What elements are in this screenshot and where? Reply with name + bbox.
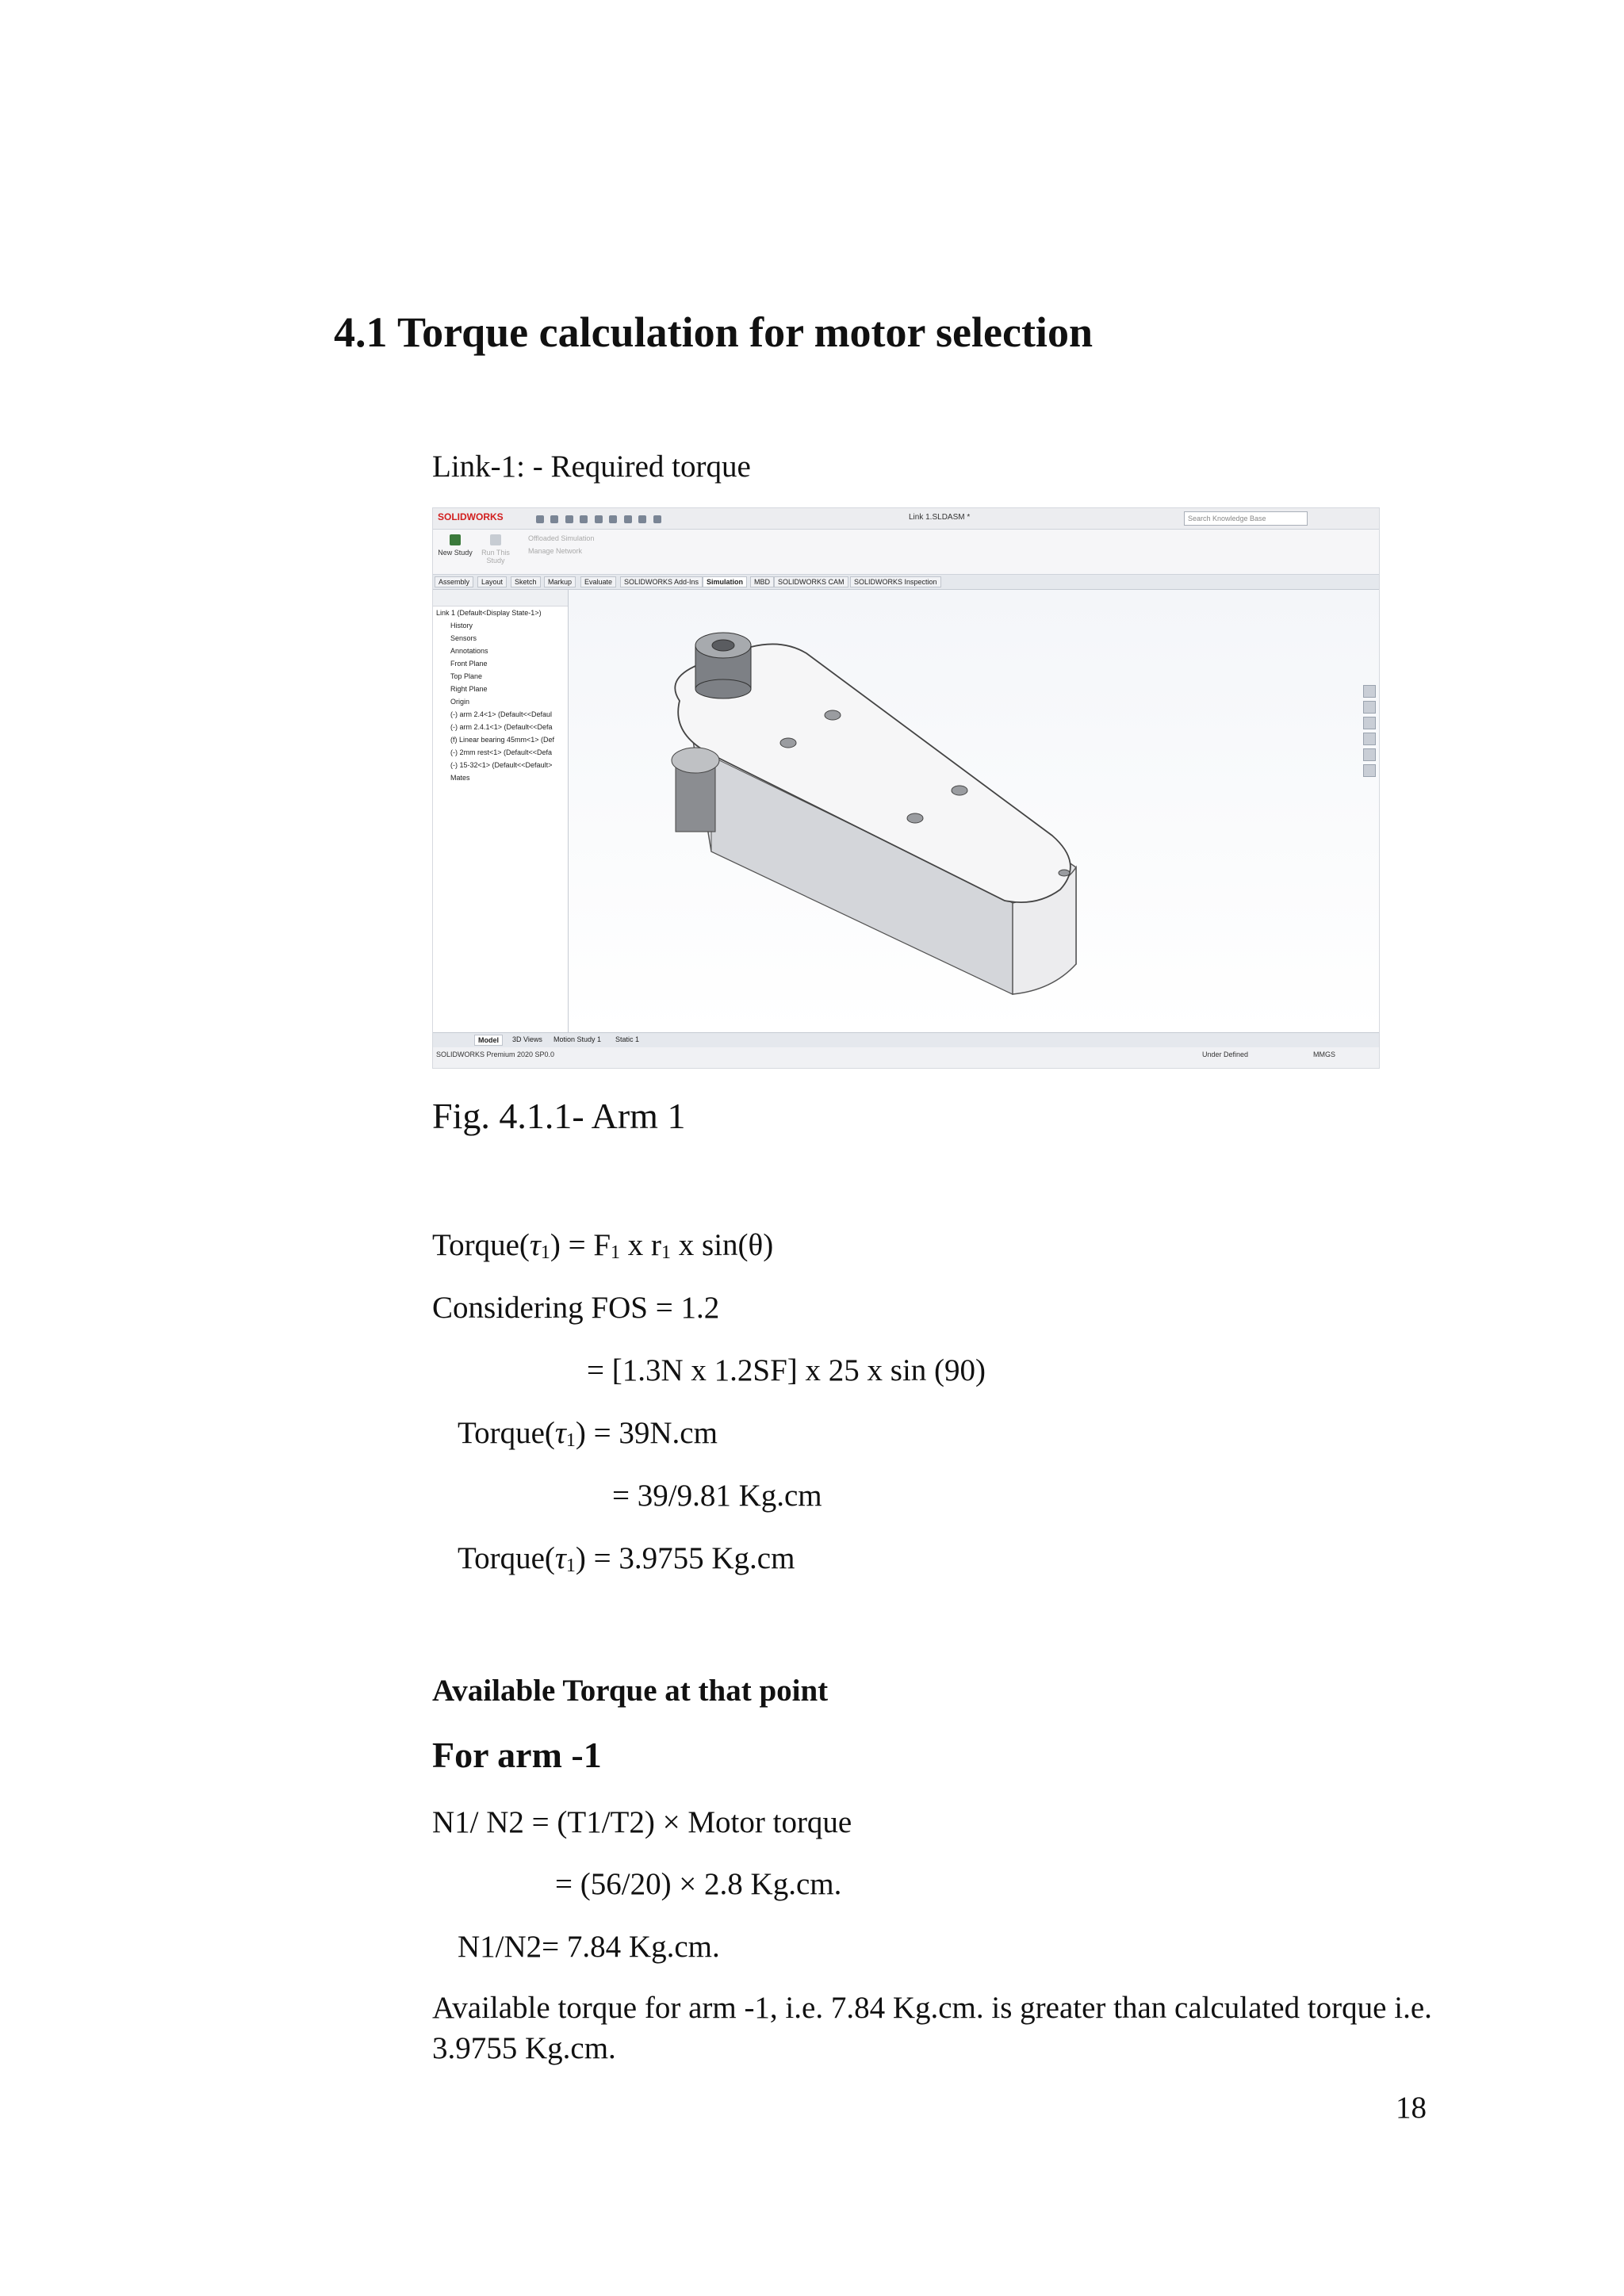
page-number: 18 — [1396, 2091, 1427, 2125]
status-units: MMGS — [1313, 1050, 1335, 1058]
tree-root: Link 1 (Default<Display State-1>) — [436, 609, 542, 617]
tab-3d-views: 3D Views — [512, 1035, 542, 1043]
bottom-tabs — [433, 1032, 1379, 1047]
tree-toolbar — [433, 590, 568, 607]
tab-simulation: Simulation — [703, 576, 747, 587]
tab-mbd: MBD — [750, 576, 774, 587]
manage-network: Manage Network — [528, 547, 583, 555]
status-version: SOLIDWORKS Premium 2020 SP0.0 — [436, 1050, 555, 1058]
feature-manager-tree — [433, 590, 569, 1032]
calc-step-1: = [1.3N x 1.2SF] x 25 x sin (90) — [587, 1353, 986, 1387]
print-icon — [595, 515, 603, 523]
tree-item: (-) arm 2.4.1<1> (Default<<Defa — [450, 723, 553, 731]
calc-step-2: = 39/9.81 Kg.cm — [612, 1479, 822, 1513]
resources-icon — [1363, 701, 1376, 714]
window-title: Link 1.SLDASM * — [909, 513, 971, 522]
offloaded-simulation: Offloaded Simulation — [528, 534, 595, 542]
tree-item: Right Plane — [450, 685, 488, 693]
search-box: Search Knowledge Base — [1184, 511, 1308, 526]
tree-item: Origin — [450, 698, 470, 706]
run-icon — [490, 534, 501, 545]
ratio-result: N1/N2= 7.84 Kg.cm. — [458, 1930, 720, 1964]
tree-item: History — [450, 622, 473, 629]
tree-item: (-) arm 2.4<1> (Default<<Defaul — [450, 710, 553, 718]
sw-titlebar — [433, 508, 1379, 530]
tree-item: (f) Linear bearing 45mm<1> (Def — [450, 736, 555, 744]
open-file-icon — [565, 515, 573, 523]
new-file-icon — [550, 515, 558, 523]
appearances-icon — [1363, 748, 1376, 761]
available-heading: Available Torque at that point — [432, 1674, 829, 1708]
section-heading: 4.1 Torque calculation for motor selection — [334, 308, 1093, 356]
torque-result-1: $Torque(\tau_1) = 39N.cm$ — [458, 1416, 718, 1451]
sw-logo: SOLIDWORKS — [438, 511, 504, 522]
tree-item: Sensors — [450, 634, 477, 642]
tab-static: Static 1 — [615, 1035, 640, 1043]
figure-caption: Fig. 4.1.1- Arm 1 — [432, 1096, 686, 1136]
tab-layout: Layout — [477, 576, 507, 587]
run-study-button: Run This Study — [476, 534, 515, 564]
conclusion: Available torque for arm -1, i.e. 7.84 Kg.cm. is greater than calculated torque i.e. 3.9755 Kg.cm. — [432, 1991, 1432, 2065]
torque-formula: $Torque(\tau_1) = F_1$ x $r_1$ x sin(θ) — [432, 1228, 774, 1263]
new-study-icon — [450, 534, 461, 545]
tab-motion-study: Motion Study 1 — [553, 1035, 602, 1043]
rebuild-icon — [638, 515, 646, 523]
save-icon — [580, 515, 588, 523]
home-icon — [1363, 685, 1376, 698]
status-bar — [433, 1047, 1379, 1068]
tree-item: Top Plane — [450, 672, 483, 680]
select-icon — [624, 515, 632, 523]
tab-cam: SOLIDWORKS CAM — [774, 576, 848, 587]
ratio-step: = (56/20) × 2.8 Kg.cm. — [555, 1867, 842, 1901]
undo-icon — [609, 515, 617, 523]
tab-model: Model — [474, 1035, 503, 1046]
tree-item: Annotations — [450, 647, 488, 655]
tree-item: (-) 2mm rest<1> (Default<<Defa — [450, 748, 553, 756]
status-defined: Under Defined — [1202, 1050, 1249, 1058]
tree-item: Front Plane — [450, 660, 488, 668]
tab-sketch: Sketch — [511, 576, 541, 587]
arm-subhead: For arm -1 — [432, 1735, 602, 1775]
torque-result-2: $Torque(\tau_1) = 3.9755$ Kg.cm — [458, 1541, 795, 1576]
tab-assembly: Assembly — [435, 576, 473, 587]
intro-text: Link-1: - Required torque — [432, 450, 751, 484]
command-manager-tabs — [433, 575, 1379, 590]
home-icon — [536, 515, 544, 523]
ratio-line: N1/ N2 = (T1/T2) × Motor torque — [432, 1805, 852, 1839]
tab-inspection: SOLIDWORKS Inspection — [850, 576, 941, 587]
tab-addins: SOLIDWORKS Add-Ins — [620, 576, 703, 587]
tab-markup: Markup — [544, 576, 576, 587]
arm-3d-model — [569, 590, 1379, 1032]
sw-ribbon — [433, 530, 1379, 575]
tree-item: (-) 15-32<1> (Default<<Default> — [450, 761, 553, 769]
tree-item: Mates — [450, 774, 470, 782]
solidworks-screenshot — [432, 507, 1380, 1069]
custom-properties-icon — [1363, 764, 1376, 777]
options-icon — [653, 515, 661, 523]
design-library-icon — [1363, 717, 1376, 729]
graphics-area — [569, 590, 1379, 1032]
tab-evaluate: Evaluate — [580, 576, 616, 587]
fos-line: Considering FOS = 1.2 — [432, 1291, 720, 1325]
file-explorer-icon — [1363, 733, 1376, 745]
new-study-button: New Study — [438, 534, 473, 557]
task-pane-icons — [1363, 685, 1376, 780]
quick-access-toolbar — [536, 513, 710, 524]
